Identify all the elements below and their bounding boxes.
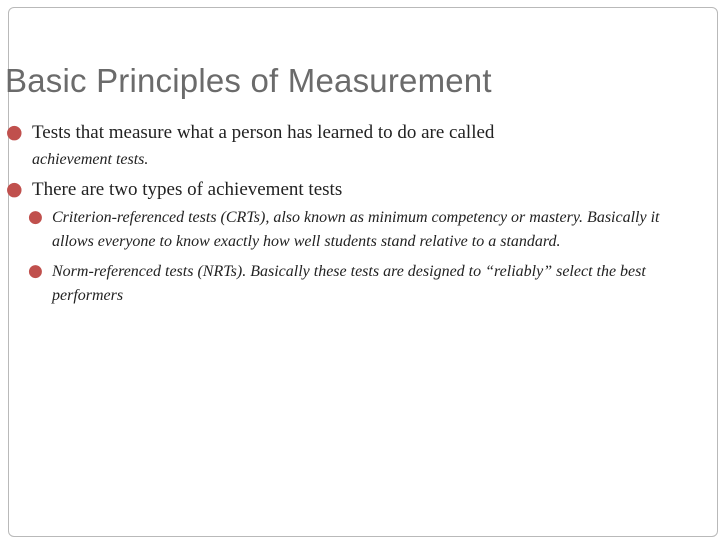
slide-title: Basic Principles of Measurement (5, 62, 492, 99)
round-bullet-icon: ● (6, 121, 23, 143)
sub-bullet-item-1 (28, 206, 672, 254)
round-bullet-icon: ● (28, 261, 43, 281)
bullet-1-text-continuation: achievement tests. (32, 151, 149, 168)
round-bullet-icon: ● (28, 207, 43, 227)
sub-bullet-2-text: Norm-referenced tests (NRTs). Basically these tests are designed to “reliably” select the best performers (52, 263, 646, 304)
slide-body (6, 119, 696, 314)
bullet-2-text: There are two types of achievement tests (32, 179, 343, 200)
round-bullet-icon: ● (6, 178, 23, 200)
sub-bullet-1-text: Criterion-referenced tests (CRTs), also known as minimum competency or mastery. Basically it allows everyone to know exactly how well students stand relative to a standard. (52, 209, 660, 250)
sub-bullet-item-2 (28, 260, 672, 308)
bullet-item-1 (6, 119, 696, 173)
bullet-1-text: Tests that measure what a person has learned to do are called (32, 122, 495, 143)
bullet-item-2 (6, 176, 696, 203)
